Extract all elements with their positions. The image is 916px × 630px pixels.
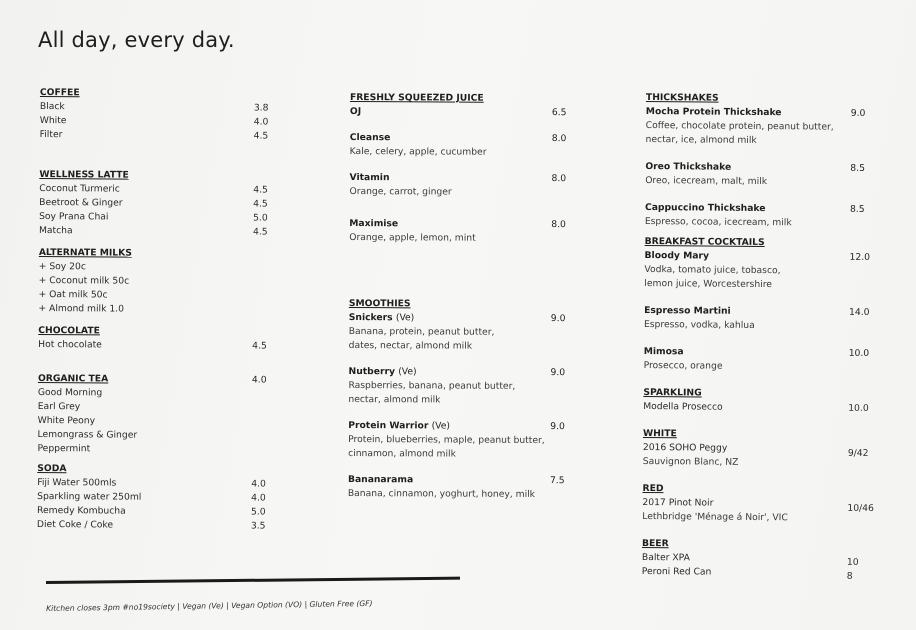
- menu-item: Lemongrass & Ginger: [37, 428, 138, 441]
- item-name: Coconut Turmeric: [39, 182, 120, 195]
- item-description: Raspberries, banana, peanut butter,: [348, 379, 516, 392]
- red-wine-section: [642, 482, 872, 526]
- item-name: Espresso Martini: [644, 304, 731, 317]
- item-description: lemon juice, Worcestershire: [644, 277, 773, 291]
- item-name: 2016 SOHO Peggy: [642, 441, 728, 454]
- white-wine-section: [643, 427, 873, 471]
- item-name: Diet Coke / Coke: [36, 518, 114, 531]
- item-price: 12.0: [849, 251, 871, 263]
- section-title: WHITE: [642, 427, 677, 440]
- item-price: 4.5: [253, 198, 268, 210]
- item-price: 4.5: [252, 340, 267, 352]
- section-title: ORGANIC TEA: [37, 372, 109, 385]
- item-name-wrap: [349, 311, 415, 325]
- item-description: Banana, cinnamon, yoghurt, honey, milk: [347, 487, 536, 500]
- item-price: 9.0: [550, 421, 565, 433]
- alternate-milks-section: [38, 246, 273, 318]
- item-name: Mocha Protein Thickshake: [645, 105, 782, 119]
- item-price: 9.0: [850, 107, 866, 119]
- menu-item: [644, 249, 874, 265]
- menu-item: [350, 171, 575, 186]
- item-price: 8.0: [551, 133, 567, 145]
- item-name: Cappuccino Thickshake: [644, 201, 766, 215]
- footer-divider: [46, 577, 460, 584]
- menu-item: [645, 201, 875, 217]
- item-name: Peroni Red Can: [641, 565, 712, 578]
- wellness-section: [39, 168, 274, 240]
- menu-item: [642, 496, 874, 515]
- vegan-tag: (Ve): [398, 366, 417, 378]
- menu-column-3: [642, 91, 876, 581]
- item-description: nectar, ice, almond milk: [645, 133, 757, 146]
- item-price: 7.5: [549, 475, 565, 487]
- menu-item: [642, 565, 872, 581]
- menu-item: + Soy 20c: [38, 260, 86, 273]
- item-name: Soy Prana Chai: [39, 210, 109, 223]
- item-name: Modella Prosecco: [643, 400, 723, 413]
- item-name: Balter XPA: [641, 551, 690, 564]
- item-name: Nutberry: [348, 365, 396, 378]
- section-title: SODA: [37, 462, 67, 475]
- item-price: 4.5: [253, 130, 269, 142]
- item-price: 4.0: [251, 492, 266, 504]
- item-price: 8.5: [849, 203, 865, 215]
- item-description: Vodka, tomato juice, tobasco,: [644, 263, 781, 277]
- item-name: Protein Warrior: [348, 419, 429, 432]
- item-name: Beetroot & Ginger: [39, 196, 123, 209]
- item-name: Bloody Mary: [644, 249, 710, 262]
- section-title: SMOOTHIES: [348, 297, 411, 310]
- menu-item: Good Morning: [37, 386, 103, 399]
- item-price: 14.0: [849, 306, 870, 318]
- item-name: Maximise: [349, 217, 399, 230]
- item-name: Fiji Water 500mls: [37, 476, 117, 489]
- menu-item: [37, 518, 272, 534]
- item-name: Sparkling water 250ml: [37, 490, 142, 503]
- item-price: 10/46: [847, 502, 874, 515]
- menu-item: + Almond milk 1.0: [38, 302, 124, 315]
- footer-note: Kitchen closes 3pm #no19society | Vegan (Ve) | Vegan Option (VO) | Gluten Free (GF): [46, 598, 373, 613]
- item-price: 9/42: [847, 447, 869, 459]
- chocolate-section: [38, 324, 273, 354]
- section-title: FRESHLY SQUEEZED JUICE: [349, 91, 484, 104]
- menu-item: [643, 441, 873, 457]
- item-price: 8.0: [551, 173, 567, 185]
- item-name: Vitamin: [349, 171, 390, 184]
- menu-title: All day, every day.: [38, 28, 235, 52]
- menu-item: [40, 128, 275, 144]
- menu-item: + Coconut milk 50c: [38, 274, 130, 287]
- item-name: Remedy Kombucha: [36, 504, 126, 517]
- item-price: 8: [846, 570, 853, 582]
- section-title: RED: [642, 482, 664, 495]
- item-price: 3.8: [253, 102, 269, 114]
- item-description: Coffee, chocolate protein, peanut butter,: [645, 119, 834, 133]
- menu-item: [348, 473, 573, 488]
- item-price: 4.0: [253, 116, 269, 128]
- menu-item: [645, 160, 875, 176]
- menu-item: White Peony: [37, 414, 96, 427]
- thickshakes-section: [645, 91, 876, 231]
- section-title: CHOCOLATE: [38, 324, 100, 337]
- sparkling-section: [643, 386, 873, 416]
- juice-section: [349, 91, 575, 246]
- item-name: OJ: [349, 105, 362, 118]
- breakfast-cocktails-section: [644, 235, 875, 375]
- item-description: Lethbridge 'Ménage á Noir', VIC: [642, 510, 788, 524]
- menu-item: [644, 304, 874, 320]
- menu-item: [348, 365, 573, 380]
- item-price: 10: [846, 556, 859, 568]
- beer-section: [642, 537, 872, 581]
- item-price: 8.5: [850, 162, 866, 174]
- menu-item: [350, 105, 575, 120]
- section-title: WELLNESS LATTE: [39, 168, 129, 181]
- item-price: 5.0: [250, 506, 266, 518]
- menu-item: [643, 400, 873, 416]
- item-description: Orange, carrot, ginger: [349, 185, 452, 198]
- section-title: THICKSHAKES: [645, 91, 719, 104]
- item-description: Oreo, icecream, malt, milk: [645, 174, 768, 188]
- item-price: 9.0: [550, 367, 566, 379]
- section-title: ALTERNATE MILKS: [38, 246, 132, 259]
- item-name: Oreo Thickshake: [645, 160, 732, 173]
- item-name: Hot chocolate: [38, 338, 102, 351]
- item-price: 4.5: [253, 184, 268, 196]
- menu-item: [39, 224, 274, 240]
- item-description: Banana, protein, peanut butter,: [348, 325, 495, 338]
- item-price: 3.5: [250, 520, 266, 532]
- vegan-tag: (Ve): [395, 312, 415, 324]
- menu-item: + Oat milk 50c: [38, 288, 108, 301]
- item-price: 9.0: [550, 313, 566, 325]
- coffee-section: [40, 86, 275, 144]
- item-price: 5.0: [253, 212, 268, 224]
- section-price: 4.0: [251, 374, 267, 386]
- menu-item: Peppermint: [37, 442, 91, 455]
- section-title: COFFEE: [39, 86, 80, 99]
- menu-item: [349, 217, 574, 232]
- menu-item: [350, 131, 575, 146]
- section-title: BEER: [642, 537, 669, 550]
- item-description: Kale, celery, apple, cucumber: [349, 145, 487, 158]
- menu-column-2: [348, 91, 575, 502]
- section-title: BREAKFAST COCKTAILS: [644, 235, 765, 249]
- menu-item: [349, 311, 574, 326]
- item-name: Snickers: [348, 311, 393, 324]
- item-name: Bananarama: [347, 473, 414, 486]
- item-description: Orange, apple, lemon, mint: [349, 231, 476, 244]
- vegan-tag: (Ve): [431, 420, 451, 432]
- menu-item: Earl Grey: [37, 400, 81, 413]
- item-name: Matcha: [38, 224, 73, 237]
- item-description: Sauvignon Blanc, NZ: [642, 455, 739, 468]
- item-name: Cleanse: [349, 131, 391, 144]
- soda-section: [37, 462, 272, 534]
- menu-item: [348, 419, 573, 434]
- item-description: Espresso, vodka, kahlua: [643, 318, 755, 331]
- item-price: 10.0: [848, 347, 870, 359]
- item-price: 8.0: [551, 219, 566, 231]
- menu-item: [644, 345, 874, 361]
- item-description: Espresso, cocoa, icecream, milk: [644, 215, 792, 229]
- item-description: cinnamon, almond milk: [348, 447, 456, 460]
- item-price: 6.5: [551, 107, 567, 119]
- menu-item: [646, 105, 876, 121]
- smoothies-section: [348, 297, 574, 502]
- item-description: Protein, blueberries, maple, peanut butter,: [348, 433, 545, 447]
- item-name: Filter: [39, 128, 63, 141]
- menu-column-1: [37, 86, 275, 534]
- item-price: 4.5: [252, 226, 268, 238]
- item-price: 10.0: [848, 402, 869, 414]
- item-name: Black: [39, 100, 65, 113]
- item-name: Mimosa: [643, 345, 684, 358]
- item-description: dates, nectar, almond milk: [348, 339, 473, 352]
- section-title: SPARKLING: [643, 386, 702, 399]
- item-name-wrap: [348, 365, 416, 379]
- organic-tea-section: [37, 372, 273, 458]
- item-price: 4.0: [251, 478, 266, 490]
- item-description: Prosecco, orange: [643, 359, 723, 372]
- menu-item: [38, 338, 273, 354]
- item-name-wrap: [348, 419, 450, 434]
- item-description: nectar, almond milk: [348, 393, 441, 406]
- item-name: 2017 Pinot Noir: [642, 496, 714, 509]
- item-name: White: [39, 114, 67, 127]
